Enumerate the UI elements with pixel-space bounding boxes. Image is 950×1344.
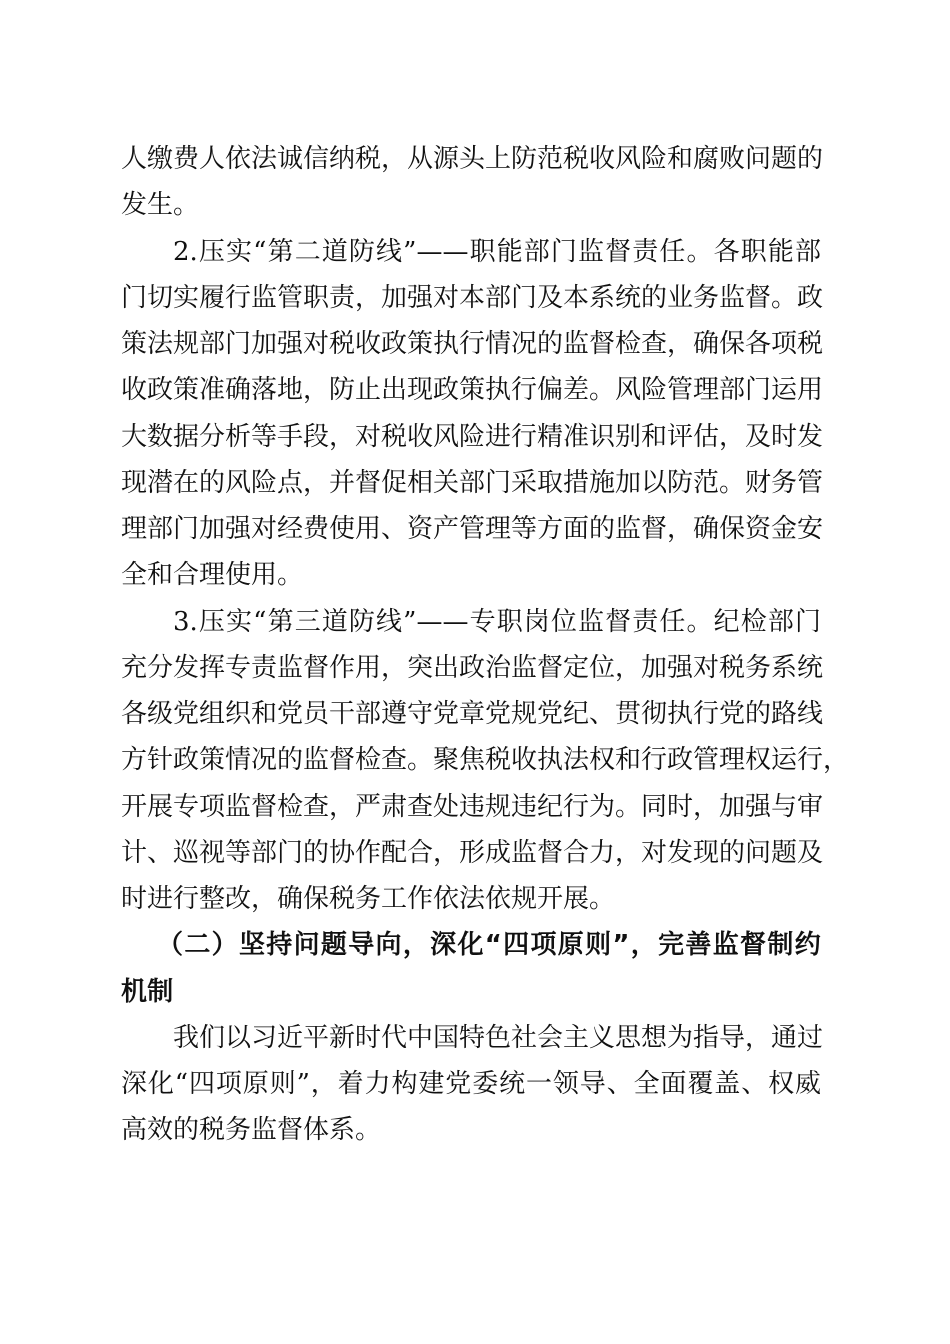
paragraph-line: 开展专项监督检查，严肃查处违规违纪行为。同时，加强与审 [121,791,824,822]
paragraph-line: 充分发挥专责监督作用，突出政治监督定位，加强对税务系统 [121,652,824,683]
paragraph-line: 我们以习近平新时代中国特色社会主义思想为指导，通过 [173,1022,824,1053]
paragraph-line: 人缴费人依法诚信纳税，从源头上防范税收风险和腐败问题的 [121,144,824,174]
paragraph-line: 2.压实“第二道防线”——职能部门监督责任。各职能部 [173,236,821,267]
paragraph-line: 策法规部门加强对税收政策执行情况的监督检查，确保各项税 [121,329,824,359]
paragraph-line: 方针政策情况的监督检查。聚焦税收执法权和行政管理权运行， [121,745,850,776]
paragraph-line: 全和合理使用。 [121,560,304,591]
paragraph-line: 现潜在的风险点，并督促相关部门采取措施加以防范。财务管 [121,467,824,498]
paragraph-line: 3.压实“第三道防线”——专职岗位监督责任。纪检部门 [173,606,821,637]
paragraph-line: 大数据分析等手段，对税收风险进行精准识别和评估，及时发 [121,421,824,452]
paragraph-line: 时进行整改，确保税务工作依法依规开展。 [121,884,616,914]
paragraph-line: 收政策准确落地，防止出现政策执行偏差。风险管理部门运用 [121,375,824,406]
section-heading: 机制 [121,976,174,1007]
document-body [121,136,850,1154]
paragraph-line: 高效的税务监督体系。 [121,1115,382,1146]
paragraph-line: 深化“四项原则”，着力构建党委统一领导、全面覆盖、权威 [121,1069,821,1099]
paragraph-line: 理部门加强对经费使用、资产管理等方面的监督，确保资金安 [121,514,824,544]
paragraph-line: 各级党组织和党员干部遵守党章党规党纪、贯彻执行党的路线 [121,699,824,729]
paragraph-line: 计、巡视等部门的协作配合，形成监督合力，对发现的问题及 [121,837,824,868]
paragraph-line: 发生。 [121,190,200,221]
paragraph-line: 门切实履行监管职责，加强对本部门及本系统的业务监督。政 [121,282,824,313]
section-heading: （二）坚持问题导向，深化“四项原则”，完善监督制约 [157,930,821,961]
